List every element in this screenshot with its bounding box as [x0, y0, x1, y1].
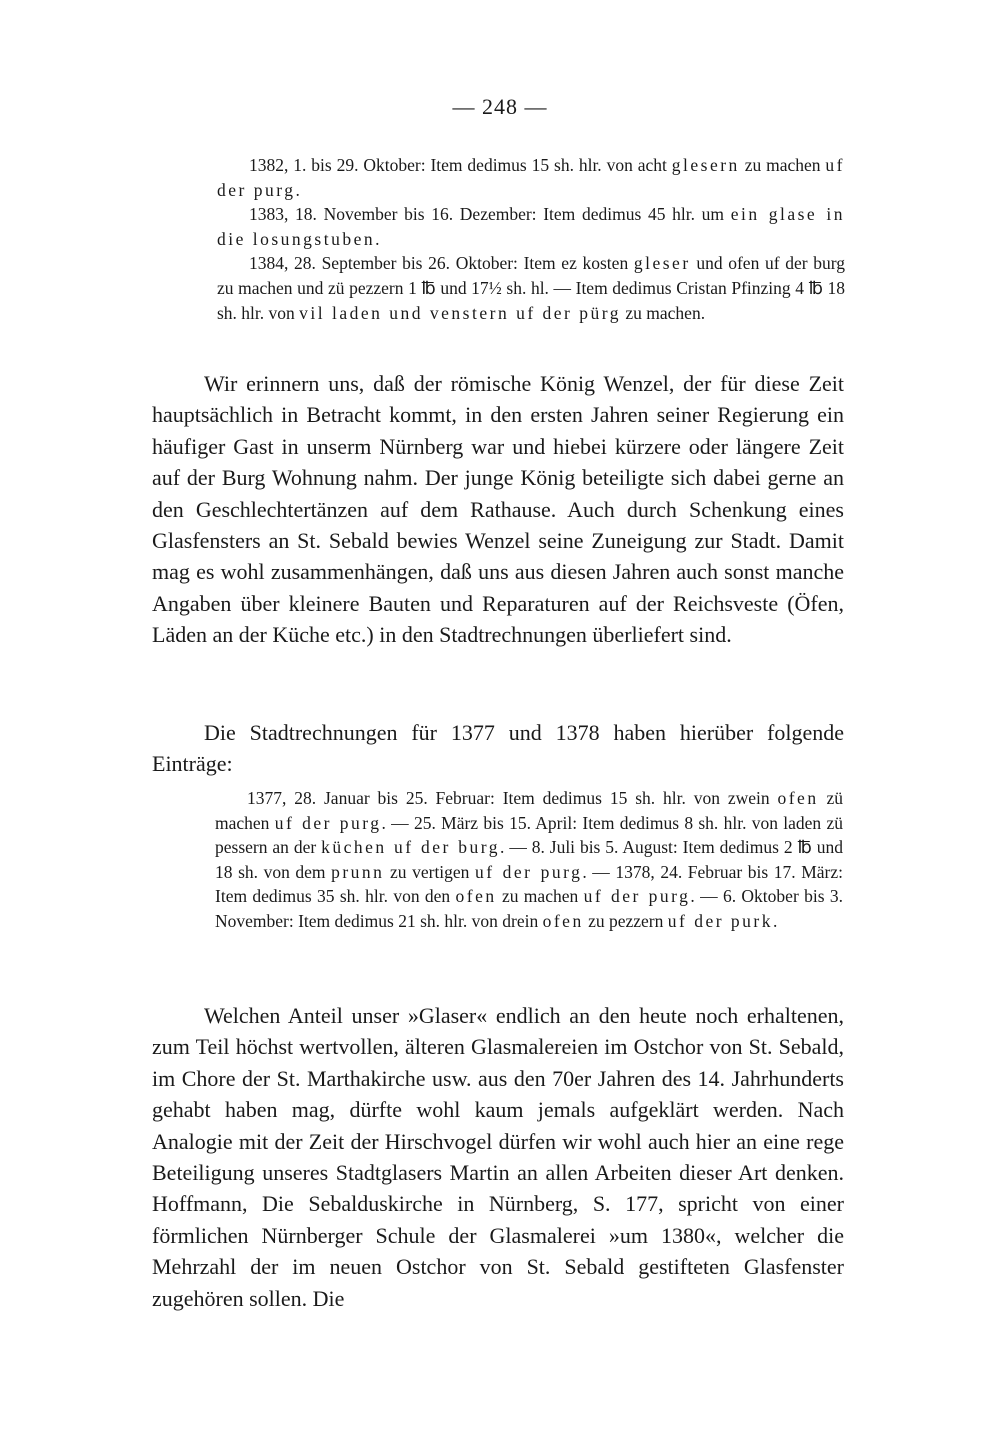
- record-excerpt-1382-1384: [217, 153, 845, 325]
- paragraph-stadtrechnungen: Die Stadtrechnungen für 1377 und 1378 haben hierüber folgende Einträge:: [152, 720, 844, 777]
- record-entry-1382: 1382, 1. bis 29. Oktober: Item dedimus 15 sh. hlr. von acht glesern zu machen uf der purg.: [217, 155, 845, 200]
- body-paragraph: [152, 368, 844, 651]
- paragraph-glaser: Welchen Anteil unser »Glaser« endlich an den heute noch erhaltenen, zum Teil höchst wertvollen, älteren Glasmalereien im Ostchor von St. Sebald, im Chore der St. Marthakirche usw. aus den 70er Jahren des 14. Jahrhunderts gehabt haben mag, dürfte wohl kaum jemals aufgeklärt werden. Nach Analogie mit der Zeit der Hirschvogel dürfen wir wohl auch hier an eine rege Beteiligung unseres Stadtglasers Martin an allen Arbeiten dieser Art denken. Hoffmann, Die Sebalduskirche in Nürnberg, S. 177, spricht von einer förmlichen Nürnberger Schule der Glasmalerei »um 1380«, welcher die Mehrzahl der im neuen Ostchor von St. Sebald gestifteten Glasfenster zugehören sollen. Die: [152, 1003, 844, 1311]
- record-entry-1383: 1383, 18. November bis 16. Dezember: Item dedimus 45 hlr. um ein glase in die losungstuben.: [217, 204, 845, 249]
- record-excerpt-1377-1378: [215, 786, 843, 934]
- body-paragraph: [152, 1000, 844, 1314]
- record-entry-1384: 1384, 28. September bis 26. Oktober: Item ez kosten gleser und ofen uf der burg zu machen und zü pezzern 1 ℔ und 17½ sh. hl. — Item dedimus Cristan Pfinzing 4 ℔ 18 sh. hlr. von vil laden und venstern uf der pürg zu machen.: [217, 253, 846, 323]
- body-paragraph: [152, 717, 844, 780]
- page-number: — 248 —: [452, 94, 548, 119]
- paragraph-wenzel: Wir erinnern uns, daß der römische König Wenzel, der für diese Zeit hauptsächlich in Betracht kommt, in den ersten Jahren seiner Regierung ein häufiger Gast in unserm Nürnberg war und hiebei kürzere oder längere Zeit auf der Burg Wohnung nahm. Der junge König beteiligte sich dabei gerne an den Geschlechtertänzen auf dem Rathause. Auch durch Schenkung eines Glasfensters an St. Sebald bewies Wenzel seine Zuneigung zur Stadt. Damit mag es wohl zusammenhängen, daß uns aus diesen Jahren auch sonst manche Angaben über kleinere Bauten und Reparaturen auf der Reichsveste (Öfen, Läden an der Küche etc.) in den Stadtrechnungen überliefert sind.: [152, 371, 844, 648]
- record-entries-1377-1378: 1377, 28. Januar bis 25. Februar: Item dedimus 15 sh. hlr. von zwein ofen zü machen uf der purg. — 25. März bis 15. April: Item dedimus 8 sh. hlr. von laden zü pessern an der küchen uf der burg. — 8. Juli bis 5. August: Item dedimus 2 ℔ und 18 sh. von dem prunn zu vertigen uf der purg. — 1378, 24. Februar bis 17. März: Item dedimus 35 sh. hlr. von den ofen zu machen uf der purg. — 6. Oktober bis 3. November: Item dedimus 21 sh. hlr. von drein ofen zu pezzern uf der purk.: [215, 788, 843, 931]
